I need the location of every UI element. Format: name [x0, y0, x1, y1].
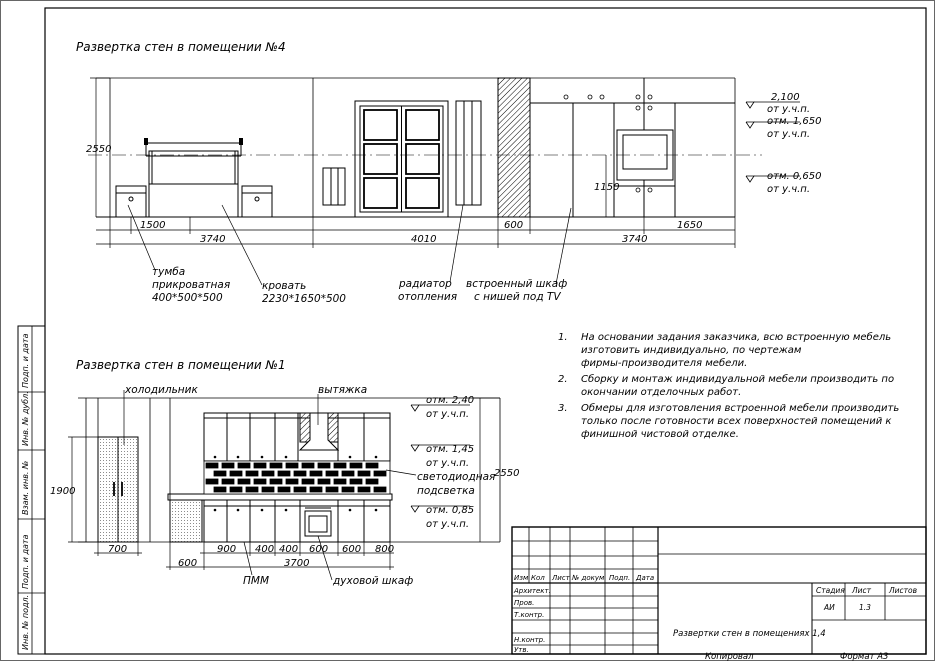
- tb-role: Утв.: [514, 646, 529, 654]
- bed-lamp-left: [144, 138, 148, 145]
- range-hood: [300, 413, 338, 450]
- dim-label: 800: [375, 544, 395, 555]
- label-dishwasher: ПММ: [243, 575, 270, 587]
- leader-label: 400*500*500: [152, 292, 223, 304]
- leader-label: 2230*1650*500: [262, 293, 346, 305]
- tb-header: Кол: [531, 574, 545, 582]
- note-line: финишной чистовой отделке.: [581, 429, 739, 440]
- side-stamp-label: Инв. № подл.: [21, 594, 30, 650]
- dim-label: 900: [217, 544, 237, 555]
- nightstand-right: [242, 186, 272, 217]
- note-line: фирмы-производителя мебели.: [581, 358, 748, 369]
- notes: [558, 331, 899, 440]
- room4-elevation: [88, 78, 762, 217]
- leader-label: отопления: [398, 291, 458, 303]
- upper-cabinets: [204, 413, 390, 461]
- dim-label: 4010: [411, 234, 437, 245]
- level-mark-top: отм. 0,650: [767, 171, 822, 182]
- label-led: светодиодная: [417, 471, 496, 483]
- dim-label: 2550: [86, 144, 112, 155]
- dim-label: 1150: [594, 182, 620, 193]
- leader-label: прикроватная: [152, 279, 231, 291]
- level-mark-bottom: от у.ч.п.: [426, 519, 470, 530]
- window: [355, 101, 448, 217]
- dim-label: 600: [342, 544, 362, 555]
- tb-stage-header: Лист: [852, 586, 872, 595]
- room1-title: Развертка стен в помещении №1: [76, 358, 286, 372]
- bed-lamp-right: [239, 138, 243, 145]
- countertop: [168, 494, 392, 542]
- tb-header: Подп.: [609, 574, 631, 582]
- tb-role: Пров.: [514, 599, 535, 607]
- leader-label: радиатор: [399, 278, 452, 290]
- note-number: 2.: [558, 374, 568, 385]
- leader-label: тумба: [152, 266, 186, 278]
- note-line: На основании задания заказчика, всю встроенную мебель: [581, 332, 892, 343]
- bed: [146, 143, 241, 217]
- tb-copied: Копировал: [705, 652, 754, 661]
- tb-role: Т.контр.: [514, 611, 545, 619]
- level-mark-top: 2,100: [771, 92, 800, 103]
- leader-label: с нишей под TV: [474, 291, 561, 303]
- dim-label: 3740: [200, 234, 226, 245]
- note-number: 1.: [558, 332, 568, 343]
- dim-label: 3700: [284, 558, 310, 569]
- dim-label: 400: [279, 544, 299, 555]
- note-line: Сборку и монтаж индивидуальной мебели производить по: [581, 374, 895, 385]
- radiator-tall: [456, 101, 481, 205]
- tb-stage-value: АИ: [824, 603, 835, 612]
- tb-role: Архитект.: [514, 587, 551, 595]
- label-led: подсветка: [417, 485, 475, 497]
- dim-label: 600: [309, 544, 329, 555]
- backsplash-tiles: [204, 461, 390, 494]
- dim-label: 1900: [50, 486, 76, 497]
- leader-label: встроенный шкаф: [466, 278, 568, 290]
- dim-label: 700: [108, 544, 128, 555]
- level-mark-bottom: от у.ч.п.: [767, 184, 811, 195]
- level-mark-bottom: от у.ч.п.: [767, 129, 811, 140]
- room4-title: Развертка стен в помещении №4: [76, 40, 286, 54]
- dim-label: 3740: [622, 234, 648, 245]
- oven: [305, 508, 331, 536]
- side-stamp-label: Взам. инв. №: [21, 460, 30, 515]
- level-mark-top: отм. 1,650: [767, 116, 822, 127]
- dim-label: 1650: [677, 220, 703, 231]
- lower-cabinets: [204, 500, 390, 542]
- fridge: [98, 437, 138, 542]
- side-stamp-label: Инв. № дубл.: [21, 391, 30, 446]
- tb-stage-header: Листов: [889, 586, 918, 595]
- tb-header: Изм: [514, 574, 529, 582]
- leader-label: кровать: [262, 280, 307, 292]
- built-in-wardrobe: [530, 78, 735, 217]
- level-mark-top: отм. 2,40: [426, 395, 475, 406]
- note-line: только после готовности всех поверхностей помещений к: [581, 416, 892, 427]
- tb-stage-header: Стадия: [816, 586, 845, 595]
- tb-header: № докум: [572, 574, 605, 582]
- level-mark-bottom: от у.ч.п.: [426, 409, 470, 420]
- label-hood: вытяжка: [318, 384, 368, 396]
- level-mark-top: отм. 0,85: [426, 505, 475, 516]
- note-line: окончании отделочных работ.: [581, 387, 742, 398]
- dim-label: 1500: [140, 220, 166, 231]
- label-oven: духовой шкаф: [333, 575, 414, 587]
- tb-format: Формат А3: [840, 652, 889, 661]
- level-mark-top: отм. 1,45: [426, 444, 475, 455]
- dim-label: 2550: [494, 468, 520, 479]
- note-line: изготовить индивидуально, по чертежам: [581, 345, 802, 356]
- dim-label: 600: [178, 558, 198, 569]
- tb-role: Н.контр.: [514, 636, 546, 644]
- wardrobe-handles: [564, 95, 652, 192]
- note-line: Обмеры для изготовления встроенной мебели производить: [581, 403, 900, 414]
- dim-label: 600: [504, 220, 524, 231]
- dim-label: 400: [255, 544, 275, 555]
- label-fridge: холодильник: [125, 384, 198, 396]
- note-number: 3.: [558, 403, 568, 414]
- side-stamp-label: Подп. и дата: [21, 534, 30, 589]
- tb-header: Лист: [552, 574, 570, 582]
- tb-stage-value: 1.3: [859, 603, 871, 612]
- level-mark-bottom: от у.ч.п.: [426, 458, 470, 469]
- tb-sheet-title: Развертки стен в помещениях 1,4: [673, 629, 826, 639]
- radiator-small: [323, 168, 345, 205]
- level-mark-bottom: от у.ч.п.: [767, 104, 811, 115]
- tb-header: Дата: [636, 574, 655, 582]
- wall-column-hatch: [498, 78, 530, 217]
- side-stamp: [18, 326, 45, 654]
- side-stamp-label: Подп. и дата: [21, 333, 30, 388]
